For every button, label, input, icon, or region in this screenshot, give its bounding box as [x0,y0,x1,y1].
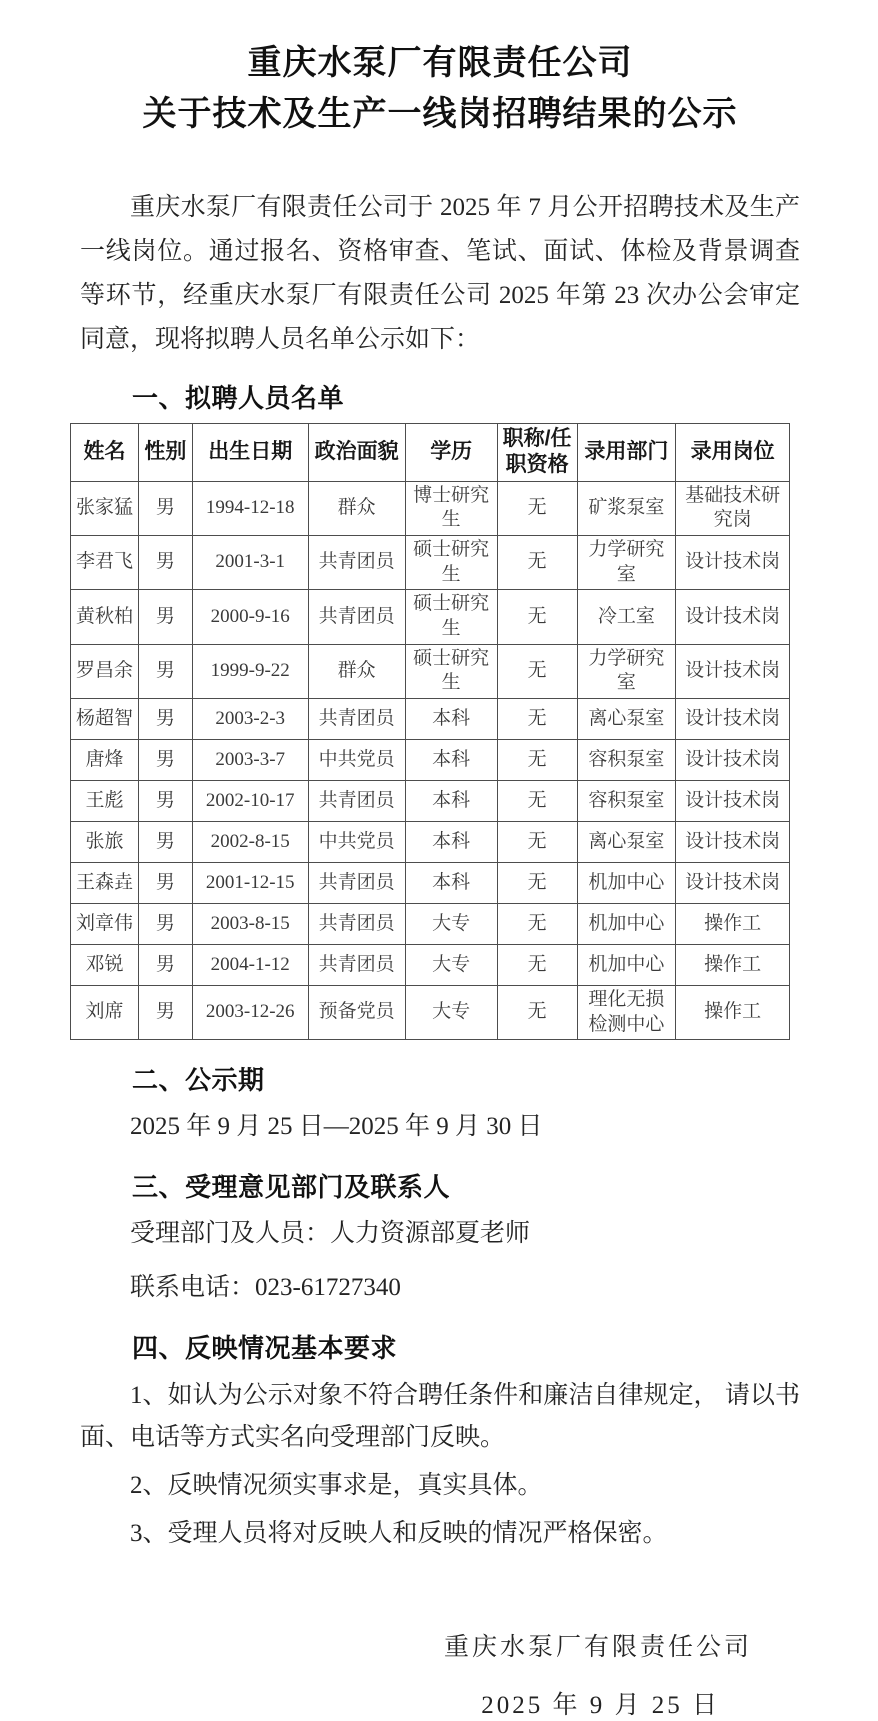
table-cell: 设计技术岗 [676,699,790,740]
table-cell: 本科 [405,781,497,822]
table-cell: 大专 [405,904,497,945]
table-row [71,904,790,945]
table-cell: 矿浆泵室 [577,481,676,535]
table-row [71,740,790,781]
table-cell: 刘席 [71,986,139,1040]
table-cell: 2001-3-1 [192,535,308,589]
candidate-table [70,423,790,1040]
candidate-table-wrap [70,423,790,1040]
column-header: 录用部门 [577,424,676,482]
table-cell: 2002-10-17 [192,781,308,822]
table-cell: 罗昌余 [71,644,139,698]
table-cell: 2001-12-15 [192,863,308,904]
column-header: 政治面貌 [308,424,405,482]
table-cell: 硕士研究生 [405,535,497,589]
table-cell: 离心泵室 [577,822,676,863]
table-cell: 设计技术岗 [676,740,790,781]
requirement-item-2: 2、反映情况须实事求是，真实具体。 [130,1472,543,1500]
section-2-heading: 二、公示期 [132,1065,265,1096]
table-cell: 杨超智 [71,699,139,740]
table-cell: 设计技术岗 [676,590,790,644]
title-line-2: 关于技术及生产一线岗招聘结果的公示 [142,96,738,133]
table-cell: 共青团员 [308,781,405,822]
intro-paragraph: 重庆水泵厂有限责任公司于 2025 年 7 月公开招聘技术及生产一线岗位。通过报名、资格审查、笔试、面试、体检及背景调查等环节，经重庆水泵厂有限责任公司 2025 年第 23 次办公会审定同意，现将拟聘人员名单公示如下： [80,194,800,353]
table-cell: 设计技术岗 [676,535,790,589]
table-cell: 操作工 [676,904,790,945]
table-cell: 共青团员 [308,699,405,740]
table-cell: 大专 [405,986,497,1040]
table-cell: 容积泵室 [577,781,676,822]
table-cell: 理化无损检测中心 [577,986,676,1040]
column-header: 学历 [405,424,497,482]
column-header: 职称/任职资格 [497,424,577,482]
table-cell: 设计技术岗 [676,644,790,698]
contact-phone-text: 联系电话：023-61727340 [130,1274,401,1302]
table-cell: 无 [497,904,577,945]
table-cell: 操作工 [676,945,790,986]
table-cell: 男 [138,822,192,863]
section-3-heading: 三、受理意见部门及联系人 [132,1172,451,1203]
column-header: 录用岗位 [676,424,790,482]
table-cell: 力学研究室 [577,535,676,589]
table-cell: 张家猛 [71,481,139,535]
table-cell: 男 [138,699,192,740]
table-cell: 力学研究室 [577,644,676,698]
table-cell: 无 [497,644,577,698]
table-cell: 2000-9-16 [192,590,308,644]
table-cell: 共青团员 [308,535,405,589]
table-cell: 无 [497,863,577,904]
signature-company: 重庆水泵厂有限责任公司 [443,1634,752,1662]
table-cell: 本科 [405,740,497,781]
table-header-row [71,424,790,482]
table-cell: 1999-9-22 [192,644,308,698]
title-line-1: 重庆水泵厂有限责任公司 [247,45,633,82]
table-cell: 共青团员 [308,904,405,945]
table-cell: 共青团员 [308,945,405,986]
table-cell: 张旅 [71,822,139,863]
section-4-heading: 四、反映情况基本要求 [132,1333,398,1364]
table-cell: 大专 [405,945,497,986]
table-head [71,424,790,482]
table-cell: 2003-2-3 [192,699,308,740]
table-cell: 刘章伟 [71,904,139,945]
table-cell: 男 [138,590,192,644]
table-cell: 设计技术岗 [676,781,790,822]
table-cell: 设计技术岗 [676,822,790,863]
table-cell: 无 [497,740,577,781]
table-cell: 基础技术研究岗 [676,481,790,535]
column-header: 性别 [138,424,192,482]
table-cell: 无 [497,535,577,589]
table-cell: 冷工室 [577,590,676,644]
table-body [71,481,790,1040]
table-cell: 男 [138,740,192,781]
table-row [71,945,790,986]
requirement-item-1: 1、如认为公示对象不符合聘任条件和廉洁自律规定， 请以书面、电话等方式实名向受理部门反映。 [80,1382,800,1452]
publicity-period-text: 2025 年 9 月 25 日—2025 年 9 月 30 日 [130,1113,543,1141]
table-cell: 硕士研究生 [405,644,497,698]
table-cell: 共青团员 [308,863,405,904]
table-cell: 无 [497,590,577,644]
requirement-item-3: 3、受理人员将对反映人和反映的情况严格保密。 [130,1520,668,1548]
table-cell: 男 [138,986,192,1040]
table-row [71,481,790,535]
table-cell: 男 [138,644,192,698]
table-cell: 设计技术岗 [676,863,790,904]
table-cell: 王彪 [71,781,139,822]
table-cell: 男 [138,535,192,589]
table-cell: 机加中心 [577,863,676,904]
signature-date: 2025 年 9 月 25 日 [481,1692,720,1720]
table-cell: 男 [138,863,192,904]
table-cell: 中共党员 [308,740,405,781]
table-row [71,535,790,589]
table-cell: 群众 [308,644,405,698]
table-cell: 共青团员 [308,590,405,644]
table-cell: 容积泵室 [577,740,676,781]
table-row [71,863,790,904]
table-cell: 无 [497,945,577,986]
table-cell: 无 [497,781,577,822]
table-cell: 男 [138,481,192,535]
table-row [71,781,790,822]
table-cell: 操作工 [676,986,790,1040]
table-cell: 李君飞 [71,535,139,589]
table-cell: 中共党员 [308,822,405,863]
table-cell: 1994-12-18 [192,481,308,535]
table-cell: 离心泵室 [577,699,676,740]
table-cell: 唐烽 [71,740,139,781]
table-cell: 男 [138,781,192,822]
table-cell: 2002-8-15 [192,822,308,863]
table-cell: 机加中心 [577,945,676,986]
table-cell: 硕士研究生 [405,590,497,644]
table-row [71,699,790,740]
table-row [71,644,790,698]
table-cell: 2003-12-26 [192,986,308,1040]
table-cell: 邓锐 [71,945,139,986]
table-cell: 2003-8-15 [192,904,308,945]
table-row [71,590,790,644]
table-cell: 黄秋柏 [71,590,139,644]
table-cell: 无 [497,699,577,740]
document-title [80,38,800,140]
table-cell: 本科 [405,822,497,863]
table-cell: 男 [138,945,192,986]
table-cell: 本科 [405,699,497,740]
contact-department-text: 受理部门及人员：人力资源部夏老师 [130,1220,531,1248]
table-row [71,822,790,863]
table-cell: 无 [497,481,577,535]
table-cell: 2003-3-7 [192,740,308,781]
column-header: 出生日期 [192,424,308,482]
column-header: 姓名 [71,424,139,482]
table-cell: 男 [138,904,192,945]
table-row [71,986,790,1040]
table-cell: 无 [497,986,577,1040]
table-cell: 预备党员 [308,986,405,1040]
section-1-heading: 一、拟聘人员名单 [132,383,345,413]
table-cell: 机加中心 [577,904,676,945]
table-cell: 王森垚 [71,863,139,904]
table-cell: 博士研究生 [405,481,497,535]
signature-block [80,1627,800,1721]
table-cell: 本科 [405,863,497,904]
table-cell: 群众 [308,481,405,535]
table-cell: 2004-1-12 [192,945,308,986]
table-cell: 无 [497,822,577,863]
